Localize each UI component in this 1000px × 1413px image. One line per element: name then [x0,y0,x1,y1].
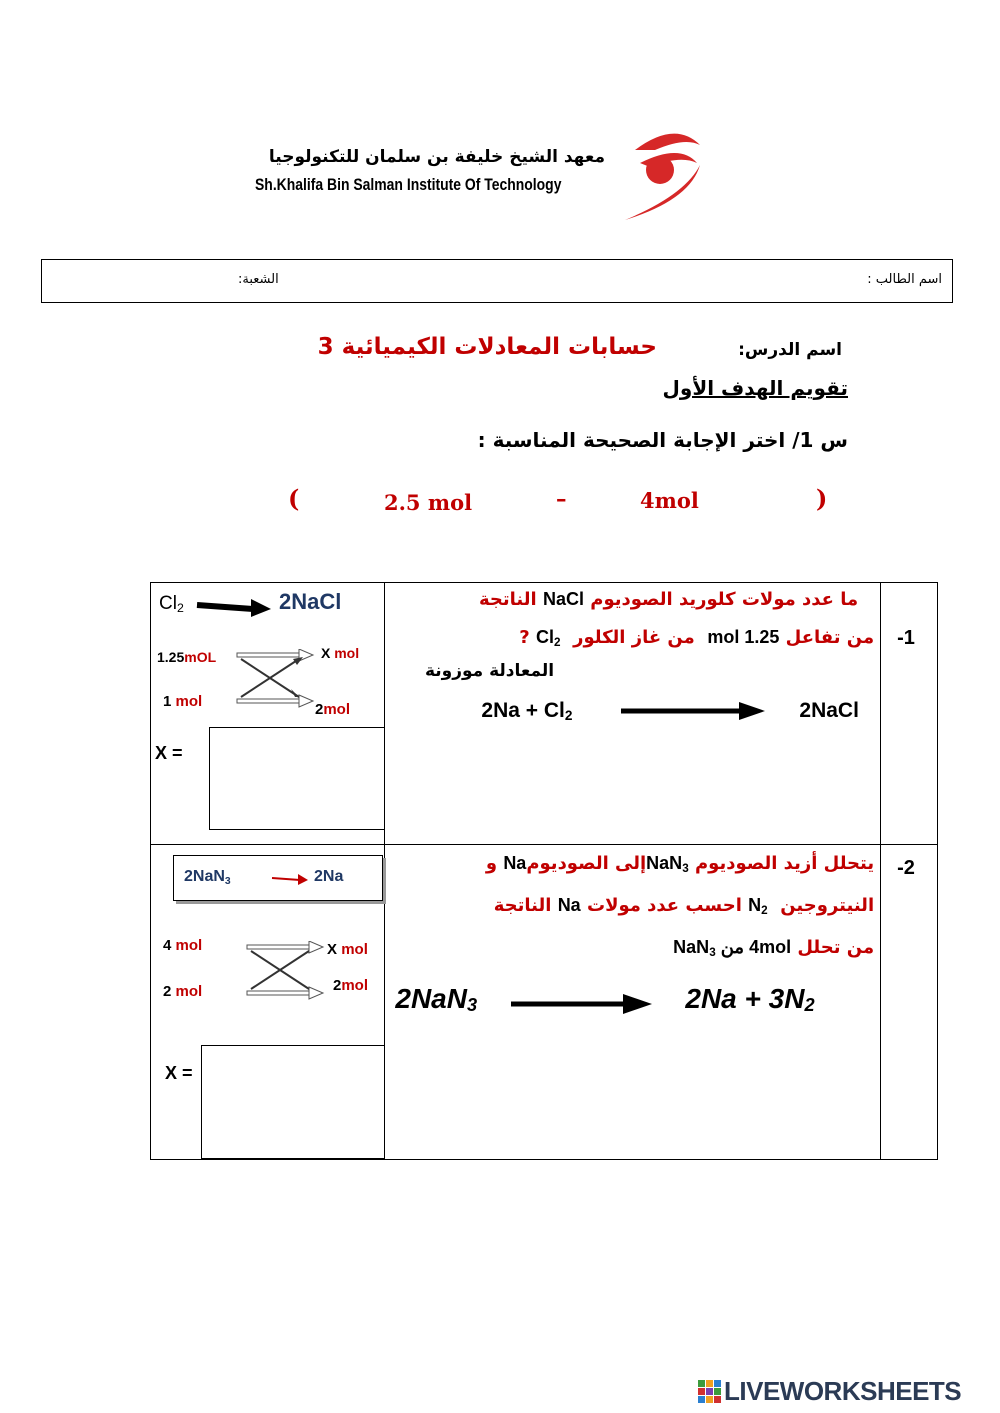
choice-option-1[interactable]: 4mol [640,488,699,513]
q2-equation-left: 2NaN$_3$ [395,983,478,1015]
q1-ratio-row1-left: 1.25mOL [157,649,217,665]
q1-x-label: X = [155,743,183,763]
q1-ratio-row2-right: 2mol [315,701,351,718]
q2-ratio-row1-left: 4 mol [163,937,203,954]
paren-close: ( [288,484,300,513]
number-cell-2 [881,845,938,1160]
q1-text-line2: من تفاعل 1.25 mol من غاز الكلور $Cl_2$ ? [519,627,875,649]
q2-text-line3: من تحلل 4mol من NaN$_3$ [673,937,875,959]
q2-number: -2 [897,857,915,879]
q2-work-left: 2NaN$_3$ [184,868,231,887]
number-cell-1 [881,583,938,845]
q2-work-arrow-icon [270,872,310,886]
work-cell-1 [151,583,385,845]
choice-dash: – [556,486,567,511]
section-label: الشعبة: [238,272,279,287]
q2-answer-box[interactable] [201,1045,385,1159]
q2-work-equation-box [173,855,383,901]
question-row [151,583,938,845]
q2-text-line1: يتحلل أزيد الصوديوم NaN$_3$إلى الصوديومNa و [485,853,875,875]
institute-name-en: Sh.Khalifa Bin Salman Institute Of Technology [255,175,562,194]
student-info-box [41,259,953,303]
student-name-label: اسم الطالب : [867,272,942,287]
choice-option-2[interactable]: 2.5 mol [384,490,473,515]
liveworksheets-brand: LIVEWORKSHEETS [724,1376,962,1406]
q1-ratio-row1-right: X mol [321,645,360,661]
q2-cross-arrows-icon [245,941,327,1001]
q1-number: -1 [897,627,915,649]
q1-cross-arrows-icon [235,649,317,709]
q1-ratio-row2-left: 1 mol [163,693,203,710]
question-cell-2 [385,845,881,1160]
q1-work-arrow-icon [195,597,273,617]
questions-table [150,582,938,1160]
work-cell-2 [151,845,385,1160]
q2-x-label: X = [165,1063,193,1083]
question-heading: س 1/ اختر الإجابة الصحيحة المناسبة : [477,428,848,452]
q1-work-right: 2NaCl [279,589,342,614]
question-row [151,845,938,1160]
objective-heading: تقويم الهدف الأول [662,376,848,400]
q2-ratio-row2-left: 2 mol [163,983,203,1000]
institute-logo [250,125,710,225]
q1-equation-arrow-icon [619,699,767,723]
paren-open: ) [816,484,828,513]
lesson-label: اسم الدرس: [738,340,842,360]
q1-text-line1: ما عدد مولات كلوريد الصوديوم NaCl الناتجة [478,589,859,610]
q1-answer-box[interactable] [209,727,385,830]
q2-ratio-row2-right: 2mol [333,977,369,994]
q1-work-left: $Cl_2$ [159,593,184,615]
logo-swirl-icon [605,125,705,225]
q2-work-right: 2Na [314,868,344,885]
q1-equation-right: 2NaCl [799,699,859,722]
choices-row [280,484,840,524]
q1-equation-left: $2Na + Cl_2$ [481,699,573,723]
question-cell-1 [385,583,881,845]
lesson-title: حسابات المعادلات الكيميائية 3 [317,334,657,360]
q2-ratio-row1-right: X mol [327,941,368,958]
q2-equation-right: $2Na + 3N_2$ [685,983,815,1015]
q2-equation-arrow-icon [509,991,654,1017]
liveworksheets-logo-icon [698,1380,722,1404]
q2-text-line2: النيتروجين $N_2$ احسب عدد مولات Na الناتجة [493,895,875,917]
institute-name-ar: معهد الشيخ خليفة بن سلمان للتكنولوجيا [268,147,605,167]
q1-balanced-note: المعادلة موزونة [424,661,555,681]
